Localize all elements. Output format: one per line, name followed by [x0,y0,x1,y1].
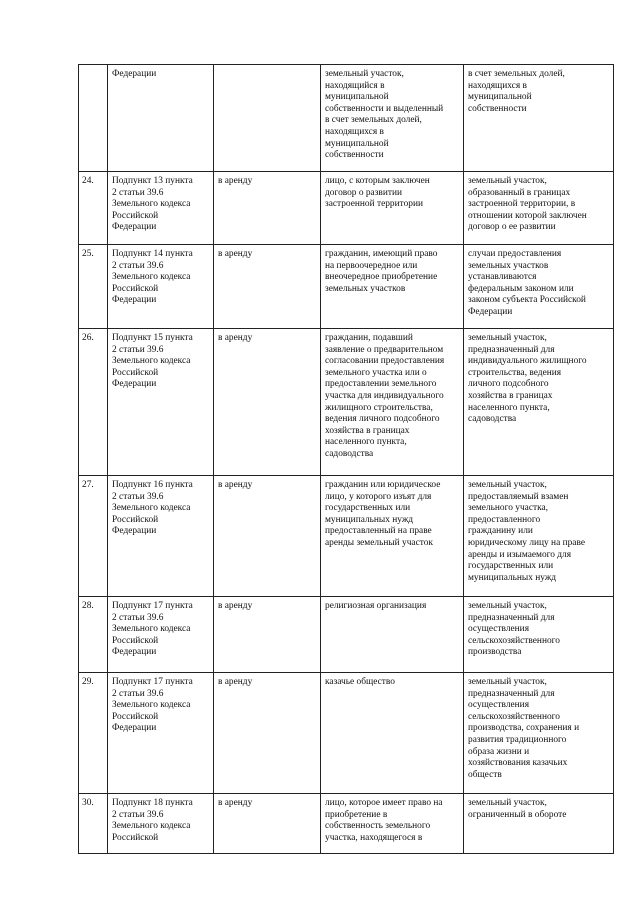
provision-type-cell: в аренду [214,476,321,597]
recipient-cell: лицо, которое имеет право на приобретение в собственность земельного участка, находящегося в [321,794,464,854]
land-plot-cell: случаи предоставления земельных участков устанавливаются федеральным законом или законом субъекта Российской Федерации [464,245,614,329]
provision-type-cell: в аренду [214,245,321,329]
recipient-cell: гражданин, подавший заявление о предварительном согласовании предоставления земельного участка или о предоставлении земельного участка для индивидуального жилищного строительства, ведения личного подсобного хозяйства в границах населенного пункта, садоводства [321,329,464,476]
table-row [79,476,614,597]
table-body [79,65,614,854]
legal-basis-cell: Подпункт 17 пункта 2 статьи 39.6 Земельного кодекса Российской Федерации [108,597,214,673]
row-number: 28. [79,597,108,673]
table-row [79,597,614,673]
provision-type-cell: в аренду [214,172,321,245]
provision-type-cell: в аренду [214,794,321,854]
land-plot-cell: земельный участок, образованный в границах застроенной территории, в отношении которой заключен договор о ее развитии [464,172,614,245]
legal-basis-cell: Подпункт 16 пункта 2 статьи 39.6 Земельного кодекса Российской Федерации [108,476,214,597]
land-plot-cell: земельный участок, предназначенный для осуществления сельскохозяйственного производства, сохранения и развития традиционного образа жизни и хозяйствования казачьих обществ [464,673,614,794]
recipient-cell: гражданин или юридическое лицо, у которого изъят для государственных или муниципальных нужд предоставленный на праве аренды земельный участок [321,476,464,597]
row-number: 26. [79,329,108,476]
provision-type-cell: в аренду [214,597,321,673]
legal-basis-cell: Подпункт 14 пункта 2 статьи 39.6 Земельного кодекса Российской Федерации [108,245,214,329]
recipient-cell: гражданин, имеющий право на первоочередное или внеочередное приобретение земельных участков [321,245,464,329]
row-number: 25. [79,245,108,329]
table-row [79,329,614,476]
land-plot-cell: в счет земельных долей, находящихся в муниципальной собственности [464,65,614,172]
land-plot-cell: земельный участок, предназначенный для индивидуального жилищного строительства, ведения личного подсобного хозяйства в границах населенного пункта, садоводства [464,329,614,476]
recipient-cell: религиозная организация [321,597,464,673]
legal-basis-cell: Подпункт 13 пункта 2 статьи 39.6 Земельного кодекса Российской Федерации [108,172,214,245]
table-row [79,65,614,172]
land-plot-cell: земельный участок, предназначенный для осуществления сельскохозяйственного производства [464,597,614,673]
legal-basis-cell: Федерации [108,65,214,172]
provision-type-cell: в аренду [214,329,321,476]
provision-type-cell: в аренду [214,673,321,794]
land-plot-cell: земельный участок, предоставляемый взамен земельного участка, предоставленного гражданину или юридическому лицу на праве аренды и изымаемого для государственных или муниципальных нужд [464,476,614,597]
table-row [79,172,614,245]
recipient-cell: земельный участок, находящийся в муниципальной собственности и выделенный в счет земельных долей, находящихся в муниципальной собственности [321,65,464,172]
recipient-cell: казачье общество [321,673,464,794]
table-row [79,673,614,794]
legal-basis-cell: Подпункт 17 пункта 2 статьи 39.6 Земельного кодекса Российской Федерации [108,673,214,794]
recipient-cell: лицо, с которым заключен договор о развитии застроенной территории [321,172,464,245]
land-provision-table [78,64,614,854]
table-row [79,794,614,854]
row-number: 27. [79,476,108,597]
row-number: 29. [79,673,108,794]
provision-type-cell [214,65,321,172]
row-number: 30. [79,794,108,854]
row-number [79,65,108,172]
table-row [79,245,614,329]
row-number: 24. [79,172,108,245]
legal-basis-cell: Подпункт 18 пункта 2 статьи 39.6 Земельного кодекса Российской [108,794,214,854]
land-plot-cell: земельный участок, ограниченный в обороте [464,794,614,854]
legal-basis-cell: Подпункт 15 пункта 2 статьи 39.6 Земельного кодекса Российской Федерации [108,329,214,476]
